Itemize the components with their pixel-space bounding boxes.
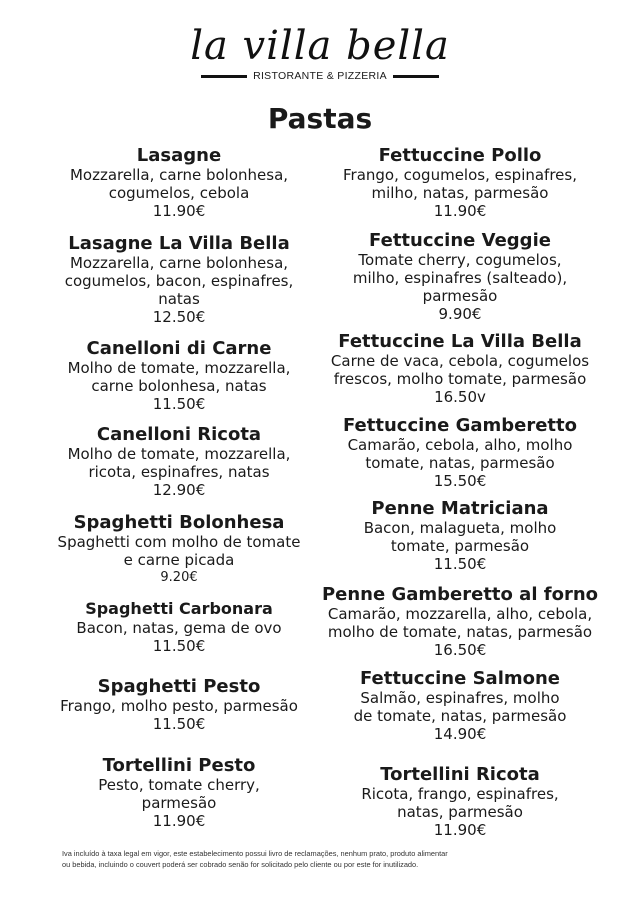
menu-item: [310, 332, 610, 406]
item-description: Camarão, mozzarella, alho, cebola, molho de tomate, natas, parmesão: [327, 605, 593, 641]
item-description: Spaghetti com molho de tomate e carne picada: [57, 533, 301, 569]
menu-item: [20, 146, 338, 220]
item-description: Bacon, natas, gema de ovo: [76, 619, 282, 637]
item-description: Ricota, frango, espinafres, natas, parmesão: [361, 785, 559, 821]
item-price: 11.50€: [152, 395, 206, 413]
item-name: Fettuccine Gamberetto: [342, 415, 578, 436]
item-description: Molho de tomate, mozzarella, carne bolonhesa, natas: [67, 359, 291, 395]
item-description: Mozzarella, carne bolonhesa, cogumelos, bacon, espinafres, natas: [64, 254, 294, 308]
item-price: 11.90€: [433, 202, 487, 220]
footer-line: Iva incluído à taxa legal em vigor, este estabelecimento possui livro de reclamações, nenhum prato, produto alimentar: [62, 849, 448, 858]
item-description: Tomate cherry, cogumelos, milho, espinafres (salteado), parmesão: [352, 251, 568, 305]
item-price: 9.20€: [160, 570, 198, 585]
item-name: Canelloni di Carne: [86, 338, 272, 359]
item-name: Spaghetti Pesto: [97, 676, 261, 697]
menu-item: [310, 146, 610, 220]
item-price: 14.90€: [433, 725, 487, 743]
item-name: Penne Gamberetto al forno: [321, 584, 599, 605]
item-description: Frango, cogumelos, espinafres, milho, natas, parmesão: [343, 166, 577, 202]
item-description: Mozzarella, carne bolonhesa, cogumelos, cebola: [69, 166, 289, 202]
brand-subtitle: RISTORANTE & PIZZERIA: [253, 70, 387, 82]
menu-item: [20, 513, 338, 587]
menu-item: [310, 416, 610, 490]
item-name: Tortellini Ricota: [380, 764, 540, 785]
item-name: Tortellini Pesto: [102, 755, 256, 776]
item-name: Fettuccine Veggie: [369, 230, 551, 251]
brand-name: la villa bella: [190, 23, 450, 69]
item-price: 11.50€: [152, 715, 206, 733]
menu-item: [20, 677, 338, 733]
brand-rule-right: [393, 75, 439, 78]
item-name: Fettuccine La Villa Bella: [338, 331, 582, 352]
section-title: Pastas: [267, 102, 373, 135]
item-name: Fettuccine Pollo: [378, 145, 542, 166]
item-description: Carne de vaca, cebola, cogumelos frescos, molho tomate, parmesão: [330, 352, 590, 388]
item-price: 11.50€: [433, 555, 487, 573]
item-name: Lasagne: [136, 145, 222, 166]
item-price: 16.50€: [433, 641, 487, 659]
menu-item: [310, 499, 610, 573]
legal-footer: [62, 848, 582, 870]
item-price: 11.90€: [152, 812, 206, 830]
item-name: Penne Matriciana: [371, 498, 549, 519]
item-description: Salmão, espinafres, molho de tomate, natas, parmesão: [353, 689, 567, 725]
item-price: 11.90€: [152, 202, 206, 220]
menu-item: [310, 585, 610, 659]
menu-item: [20, 599, 338, 655]
menu-item: [20, 756, 338, 830]
item-name: Spaghetti Carbonara: [85, 599, 273, 618]
item-price: 16.50v: [434, 388, 486, 406]
item-name: Fettuccine Salmone: [359, 668, 561, 689]
item-description: Camarão, cebola, alho, molho tomate, natas, parmesão: [347, 436, 573, 472]
item-description: Bacon, malagueta, molho tomate, parmesão: [363, 519, 557, 555]
menu-item: [310, 669, 610, 743]
item-price: 15.50€: [433, 472, 487, 490]
item-description: Pesto, tomate cherry, parmesão: [98, 776, 260, 812]
item-description: Molho de tomate, mozzarella, ricota, espinafres, natas: [67, 445, 291, 481]
menu-item: [20, 339, 338, 413]
menu-item: [20, 234, 338, 326]
item-name: Lasagne La Villa Bella: [68, 233, 290, 254]
footer-line: ou bebida, incluindo o couvert poderá ser cobrado senão for solicitado pelo cliente ou por este for inutilizado.: [62, 860, 419, 869]
item-price: 12.90€: [152, 481, 206, 499]
menu-item: [310, 231, 610, 323]
item-name: Canelloni Ricota: [96, 424, 262, 445]
item-name: Spaghetti Bolonhesa: [73, 512, 285, 533]
brand-rule-left: [201, 75, 247, 78]
brand-subtitle-row: [0, 70, 640, 82]
item-description: Frango, molho pesto, parmesão: [60, 697, 298, 715]
brand-logo: [0, 24, 640, 82]
item-price: 11.50€: [152, 637, 206, 655]
menu-item: [310, 765, 610, 839]
item-price: 12.50€: [152, 308, 206, 326]
item-price: 11.90€: [433, 821, 487, 839]
item-price: 9.90€: [438, 305, 482, 323]
menu-item: [20, 425, 338, 499]
